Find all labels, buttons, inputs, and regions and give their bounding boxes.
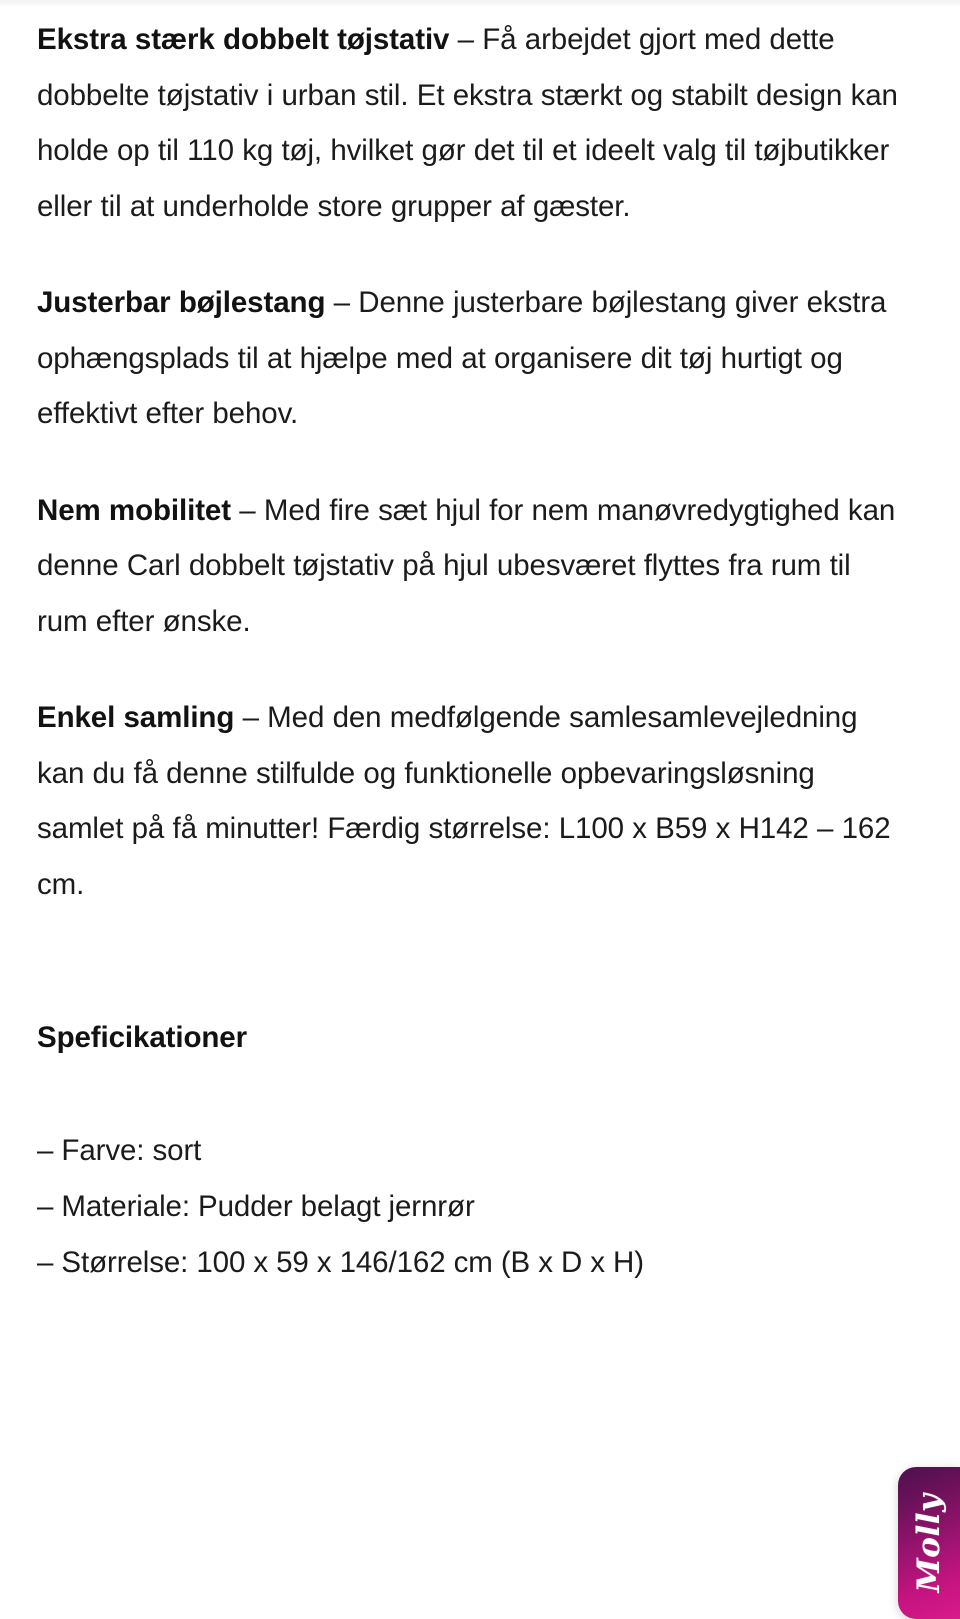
specification-item-materiale: – Materiale: Pudder belagt jernrør bbox=[37, 1190, 475, 1223]
feature-body-text: – Få arbejdet gjort med dette dobbelte tøjstativ i urban stil. Et ekstra stærkt og stabilt design kan holde op til 110 kg tøj, hvilket gør det til et ideelt valg til tøjbutikker eller til at underholde store grupper af gæster. bbox=[37, 23, 898, 223]
specifications-list bbox=[37, 1123, 900, 1291]
feature-paragraph-enkel-samling bbox=[37, 690, 900, 912]
feature-paragraph-extra-staerk bbox=[37, 12, 900, 234]
feature-lead-label: Ekstra stærk dobbelt tøjstativ bbox=[37, 23, 450, 56]
molly-chat-launcher-tab[interactable] bbox=[898, 1467, 960, 1619]
feature-lead-label: Nem mobilitet bbox=[37, 493, 231, 527]
feature-body-text: – Med den medfølgende samlesamlevejledning kan du få denne stilfulde og funktionelle opbevaringsløsning samlet på få minutter! Færdig størrelse: L100 x B59 x H142 – 162 cm. bbox=[37, 701, 891, 901]
feature-lead-label: Enkel samling bbox=[37, 701, 235, 734]
specification-item-farve: – Farve: sort bbox=[37, 1134, 202, 1167]
feature-lead-label: Justerbar bøjlestang bbox=[37, 286, 326, 319]
feature-paragraph-nem-mobilitet bbox=[37, 483, 900, 650]
specification-item-stoerrelse: – Størrelse: 100 x 59 x 146/162 cm (B x D x H) bbox=[37, 1246, 644, 1279]
feature-body-text: – Denne justerbare bøjlestang giver ekstra ophængsplads til at hjælpe med at organisere dit tøj hurtigt og effektivt efter behov. bbox=[37, 286, 887, 430]
specifications-heading: Speficikationer bbox=[37, 1021, 247, 1054]
feature-body-text: – Med fire sæt hjul for nem manøvredygtighed kan denne Carl dobbelt tøjstativ på hjul ubesværet flyttes fra rum til rum efter ønske. bbox=[37, 493, 896, 638]
feature-paragraph-justerbar-boejlestang bbox=[37, 275, 900, 442]
molly-chat-label: Molly bbox=[911, 1493, 947, 1593]
